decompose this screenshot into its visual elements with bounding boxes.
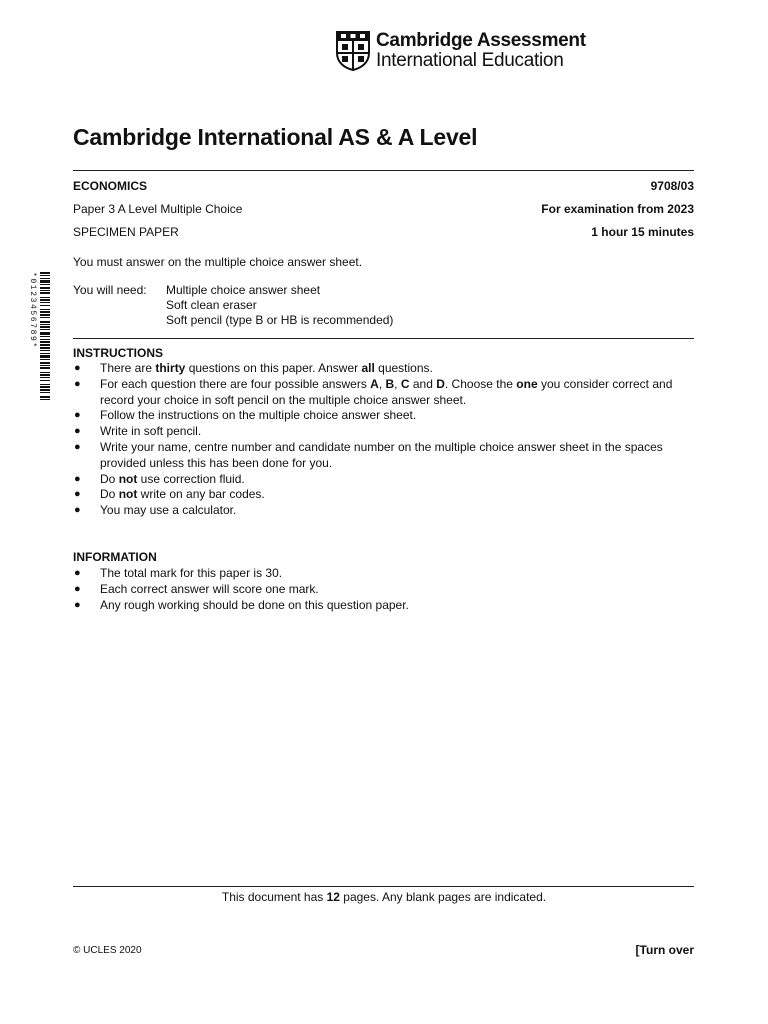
list-item: ● Do not write on any bar codes. (74, 487, 265, 502)
copyright: © UCLES 2020 (73, 945, 142, 956)
header-divider (73, 170, 694, 171)
need-label: You will need: (73, 283, 147, 297)
list-item: ● For each question there are four possible answers A, B, C and D. Choose the one you consider correct and record your choice in soft pencil on the multiple choice answer sheet. (74, 376, 673, 407)
list-item: ● Write your name, centre number and candidate number on the multiple choice answer sheet in the spaces provided unless this has been done for you. (74, 439, 663, 470)
list-item: ● Write in soft pencil. (74, 424, 202, 439)
paper-type: SPECIMEN PAPER (73, 225, 179, 239)
barcode-digits: *0123456789* (28, 272, 37, 349)
list-item: ● Do not use correction fluid. (74, 471, 245, 486)
instructions-divider (73, 338, 694, 339)
list-item: ● You may use a calculator. (74, 503, 237, 518)
information-heading: INFORMATION (73, 550, 157, 564)
qualification-title: Cambridge International AS & A Level (73, 124, 478, 150)
exam-duration: 1 hour 15 minutes (591, 225, 694, 239)
university-crest-icon (336, 31, 370, 71)
list-item: ● The total mark for this paper is 30. (74, 566, 283, 580)
subject-name: ECONOMICS (73, 179, 148, 193)
barcode-graphic (40, 272, 50, 400)
turn-over: [Turn over (635, 943, 694, 957)
need-item: Soft clean eraser (166, 298, 257, 312)
information-list (73, 566, 703, 613)
syllabus-code: 9708/03 (650, 179, 694, 193)
logo-line-2: International Education (376, 50, 564, 71)
need-items (166, 283, 393, 328)
need-item: Soft pencil (type B or HB is recommended) (166, 313, 394, 327)
cambridge-logo (336, 30, 586, 72)
answer-note: You must answer on the multiple choice answer sheet. (73, 255, 363, 269)
list-item: ● Follow the instructions on the multiple choice answer sheet. (74, 408, 417, 423)
instructions-heading: INSTRUCTIONS (73, 346, 163, 360)
logo-line-1: Cambridge Assessment (376, 30, 586, 51)
list-item: ● There are thirty questions on this paper. Answer all questions. (74, 361, 433, 375)
paper-name: Paper 3 A Level Multiple Choice (73, 202, 243, 216)
list-item: ● Any rough working should be done on this question paper. (74, 597, 409, 612)
need-item: Multiple choice answer sheet (166, 283, 321, 297)
page-count-note: This document has 12 pages. Any blank pages are indicated. (221, 890, 547, 904)
instructions-list (73, 361, 703, 519)
exam-year: For examination from 2023 (541, 202, 694, 216)
footer-divider (73, 886, 694, 887)
list-item: ● Each correct answer will score one mark. (74, 581, 319, 596)
